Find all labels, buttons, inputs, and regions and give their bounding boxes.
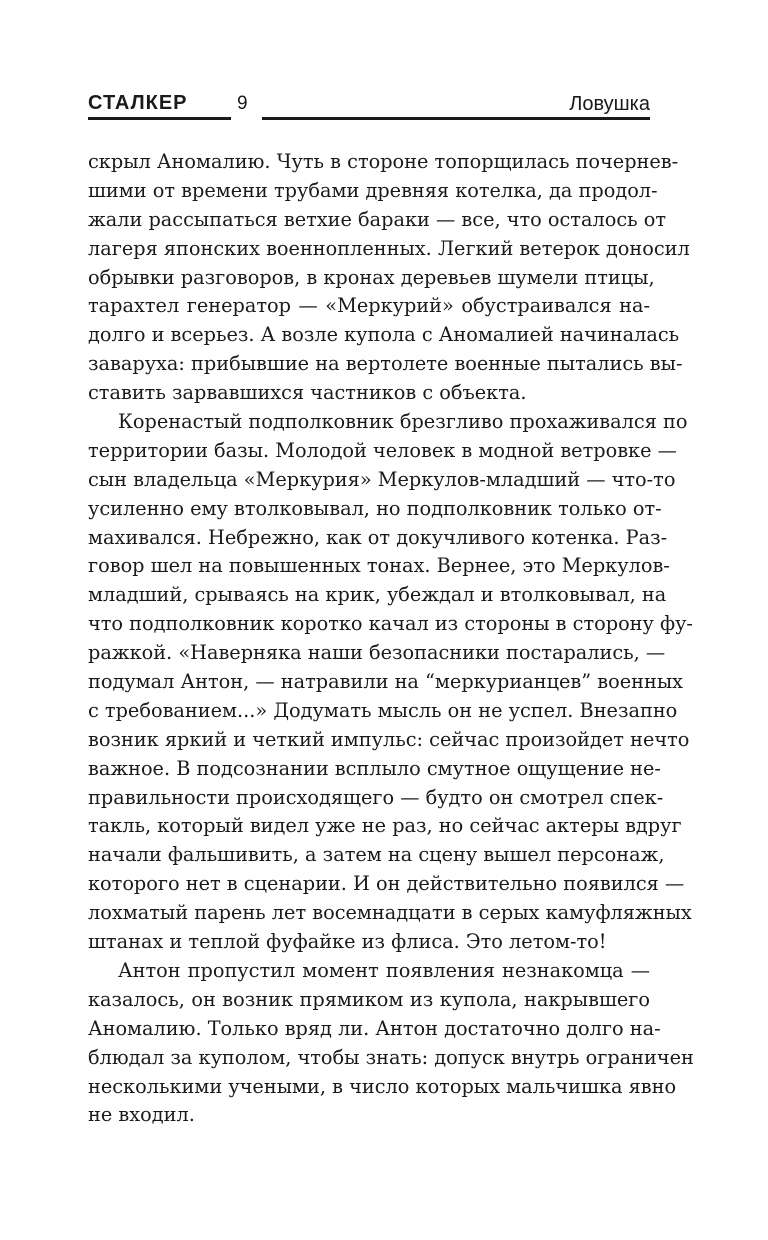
paragraph [88, 148, 690, 408]
header-rule-right [262, 117, 650, 120]
text-line: блюдал за куполом, чтобы знать: допуск внутрь ограничен [88, 1045, 694, 1069]
text-line: Аномалию. Только вряд ли. Антон достаточно долго на- [88, 1016, 661, 1040]
text-line: Антон пропустил момент появления незнакомца — [118, 958, 650, 982]
text-line: жали рассыпаться ветхие бараки — все, что осталось от [88, 207, 667, 231]
text-line: важное. В подсознании всплыло смутное ощущение не- [88, 756, 661, 780]
text-line: возник яркий и четкий импульс: сейчас произойдет нечто [88, 727, 690, 751]
text-line: такль, который видел уже не раз, но сейчас актеры вдруг [88, 814, 682, 838]
text-line: которого нет в сценарии. И он действительно появился — [88, 872, 685, 896]
text-line: заваруха: прибывшие на вертолете военные пытались вы- [88, 352, 683, 376]
text-line: начали фальшивить, а затем на сцену вышел персонаж, [88, 843, 665, 867]
text-line: штанах и теплой фуфайке из флиса. Это летом-то! [88, 930, 607, 954]
text-line: территории базы. Молодой человек в модной ветровке — [88, 438, 677, 462]
text-line: подумал Антон, — натравили на “меркурианцев” военных [88, 670, 684, 694]
text-line: лагеря японских военнопленных. Легкий ветерок доносил [88, 236, 690, 260]
paragraph [88, 957, 694, 1130]
text-line: тарахтел генератор — «Меркурий» обустраивался на- [88, 294, 650, 318]
text-line: говор шел на повышенных тонах. Вернее, это Меркулов- [88, 554, 670, 578]
text-line: махивался. Небрежно, как от докучливого котенка. Раз- [88, 525, 668, 549]
text-line: не входил. [88, 1103, 195, 1127]
text-line: ражкой. «Наверняка наши безопасники постарались, — [88, 641, 666, 665]
text-line: с требованием...» Додумать мысль он не успел. Внезапно [88, 698, 678, 722]
text-line: несколькими учеными, в число которых мальчишка явно [88, 1074, 677, 1098]
body-text [88, 148, 694, 1130]
text-line: скрыл Аномалию. Чуть в стороне топорщилась почернев- [88, 150, 679, 173]
text-line: шими от времени трубами древняя котелка, да продол- [88, 178, 658, 202]
chapter-title: Ловушка [569, 93, 650, 115]
header-rule-left [88, 117, 231, 120]
text-line: что подполковник коротко качал из стороны в сторону фу- [88, 612, 693, 636]
text-line: лохматый парень лет восемнадцати в серых камуфляжных [88, 901, 692, 925]
text-line: ставить зарвавшихся частников с объекта. [88, 381, 527, 405]
paragraph [88, 408, 693, 957]
running-header [88, 92, 650, 122]
text-line: долго и всерьез. А возле купола с Аномалией начиналась [88, 323, 680, 347]
text-line: сын владельца «Меркурия» Меркулов-младший — что-то [88, 467, 676, 491]
page-number: 9 [237, 93, 248, 114]
text-line: младший, срываясь на крик, убеждал и втолковывал, на [88, 583, 667, 607]
text-line: казалось, он возник прямиком из купола, накрывшего [88, 987, 650, 1011]
text-line: обрывки разговоров, в кронах деревьев шумели птицы, [88, 265, 655, 289]
text-line: Коренастый подполковник брезгливо прохаживался по [118, 410, 688, 434]
text-line: правильности происходящего — будто он смотрел спек- [88, 785, 664, 809]
series-title: СТАЛКЕР [88, 92, 188, 114]
text-line: усиленно ему втолковывал, но подполковник только от- [88, 496, 662, 520]
